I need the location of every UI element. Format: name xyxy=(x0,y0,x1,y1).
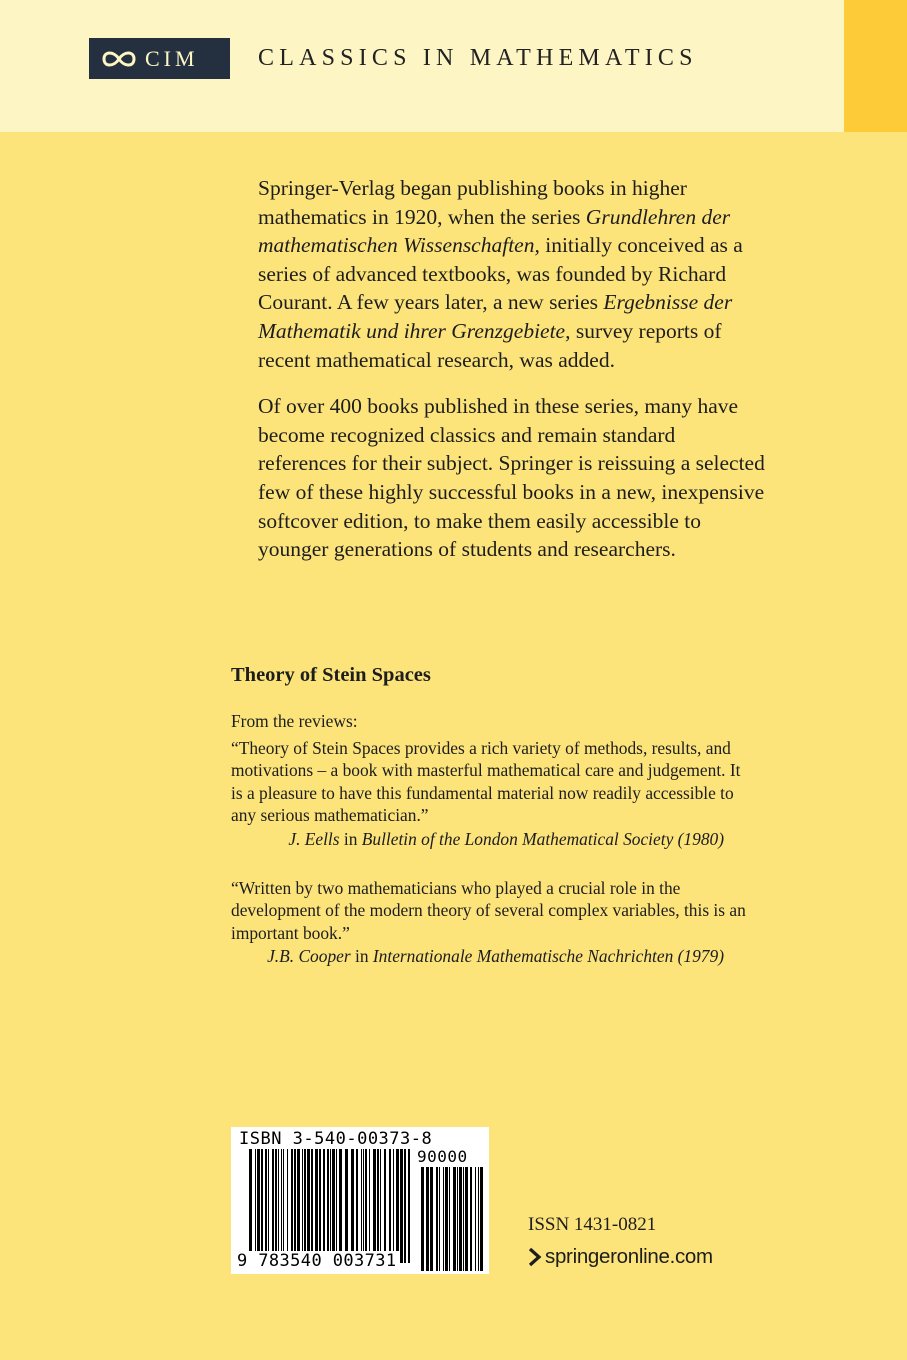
barcode-bar xyxy=(249,1149,252,1263)
reviews-section xyxy=(231,710,751,968)
barcode-bar xyxy=(336,1149,337,1263)
intro-paragraph-2: Of over 400 books published in these series, many have become recognized classics and remain standard references for their subject. Springer is reissuing a selected few of these highly successful books in a new, inexpensive softcover edition, to make them easily accessible to younger generations of students and researchers. xyxy=(258,394,765,562)
barcode-bar xyxy=(475,1167,476,1271)
review-author: J. Eells xyxy=(288,828,340,849)
barcode-bar xyxy=(389,1149,391,1263)
intro-paragraph-1 xyxy=(258,174,768,374)
barcode-bar xyxy=(291,1149,293,1263)
barcode-bar xyxy=(327,1149,329,1263)
barcode-bar xyxy=(265,1149,267,1263)
barcode-bars xyxy=(249,1149,414,1263)
series-name-grundlehren: Grundlehren der mathematischen Wissenschaften, xyxy=(258,204,731,258)
addon-barcode-bars xyxy=(421,1167,483,1271)
barcode-bar xyxy=(345,1149,348,1263)
barcode-bar xyxy=(393,1149,394,1263)
price-code: 90000 xyxy=(417,1147,468,1166)
website-link[interactable] xyxy=(528,1245,713,1269)
book-title: Theory of Stein Spaces xyxy=(231,664,431,686)
barcode-bar xyxy=(443,1167,444,1271)
barcode-bar xyxy=(287,1149,288,1263)
barcode-bar xyxy=(453,1167,456,1271)
barcode-bar xyxy=(272,1149,274,1263)
issn-number: ISSN 1431-0821 xyxy=(528,1214,657,1235)
barcode-bar xyxy=(255,1149,256,1263)
ean-digits: 9 783540 003731 xyxy=(237,1251,397,1271)
barcode-bar xyxy=(377,1149,379,1263)
series-name-ergebnisse: Ergebnisse der Mathematik und ihrer Grenzgebiete, xyxy=(258,290,733,343)
barcode-bar xyxy=(463,1167,464,1271)
barcode-bar xyxy=(457,1167,458,1271)
logo-text: CIM xyxy=(145,45,199,71)
barcode-bar xyxy=(307,1149,310,1263)
infinity-icon xyxy=(99,47,139,71)
barcode-bar xyxy=(330,1149,331,1263)
barcode-bar xyxy=(480,1167,483,1271)
barcode-bar xyxy=(351,1149,354,1263)
barcode-bar xyxy=(436,1167,438,1271)
barcode-bar xyxy=(445,1167,448,1271)
barcode-bar xyxy=(332,1149,335,1263)
reviews-intro: From the reviews: xyxy=(231,711,358,731)
barcode-bar xyxy=(323,1149,325,1263)
barcode-bar xyxy=(315,1149,318,1263)
series-title: CLASSICS IN MATHEMATICS xyxy=(258,45,698,71)
barcode-bar xyxy=(363,1149,364,1263)
header-accent-block xyxy=(844,0,907,132)
website-text: springeronline.com xyxy=(545,1245,713,1268)
intro-text: initially conceived as a series of advanced textbooks, was founded by Richard Courant. A few years later, a new series xyxy=(258,233,743,315)
barcode-bar xyxy=(297,1149,300,1263)
review-in: in xyxy=(339,828,362,849)
review-source: Internationale Mathematische Nachrichten (1979) xyxy=(372,946,724,967)
barcode-bar xyxy=(275,1149,277,1263)
review-quote: “Theory of Stein Spaces provides a rich variety of methods, results, and motivations – a book with masterful mathematical care and judgement. It is a pleasure to have this fundamental material now readily accessible to any serious mathematician.” xyxy=(231,737,741,826)
barcode-bar xyxy=(430,1167,433,1271)
isbn-barcode xyxy=(231,1127,489,1274)
barcode-bar xyxy=(319,1149,321,1263)
barcode-bar xyxy=(459,1167,462,1271)
chevron-right-icon xyxy=(528,1247,542,1267)
barcode-bar xyxy=(268,1149,269,1263)
series-description xyxy=(258,174,768,564)
barcode-bar xyxy=(339,1149,342,1263)
barcode-bar xyxy=(369,1149,370,1263)
barcode-bar xyxy=(384,1149,386,1263)
barcode-bar xyxy=(278,1149,279,1263)
barcode-bar xyxy=(465,1167,468,1271)
barcode-bar xyxy=(311,1149,313,1263)
barcode-bar xyxy=(281,1149,282,1263)
intro-text: survey reports of recent mathematical research, was added. xyxy=(258,318,722,372)
review-author: J.B. Cooper xyxy=(267,946,351,967)
barcode-bar xyxy=(396,1149,399,1263)
barcode-bar xyxy=(426,1167,429,1271)
review-source: Bulletin of the London Mathematical Society (1980) xyxy=(361,828,724,849)
barcode-bar xyxy=(380,1149,381,1263)
review-quote: “Written by two mathematicians who played a crucial role in the development of the modern theory of several complex variables, this is an important book.” xyxy=(231,877,746,943)
isbn-label: ISBN 3-540-00373-8 xyxy=(239,1129,433,1149)
review-attribution xyxy=(231,945,751,968)
barcode-bar xyxy=(356,1149,358,1263)
barcode-bar xyxy=(302,1149,303,1263)
barcode-bar xyxy=(283,1149,284,1263)
barcode-bar xyxy=(361,1149,362,1263)
barcode-bar xyxy=(304,1149,306,1263)
barcode-bar xyxy=(400,1149,403,1263)
barcode-bar xyxy=(449,1167,450,1271)
review-attribution xyxy=(231,828,751,851)
barcode-bar xyxy=(294,1149,296,1263)
barcode-bar xyxy=(257,1149,260,1263)
barcode-bar xyxy=(261,1149,263,1263)
barcode-bar xyxy=(373,1149,376,1263)
barcode-bar xyxy=(478,1167,479,1271)
barcode-bar xyxy=(408,1149,410,1263)
intro-text: Springer-Verlag began publishing books in higher mathematics in 1920, when the series xyxy=(258,176,687,229)
barcode-bar xyxy=(439,1167,440,1271)
series-logo xyxy=(89,38,230,79)
barcode-bar xyxy=(365,1149,367,1263)
barcode-bar xyxy=(421,1167,424,1271)
barcode-bar xyxy=(404,1149,406,1263)
barcode-bar xyxy=(470,1167,472,1271)
review-in: in xyxy=(350,946,373,967)
